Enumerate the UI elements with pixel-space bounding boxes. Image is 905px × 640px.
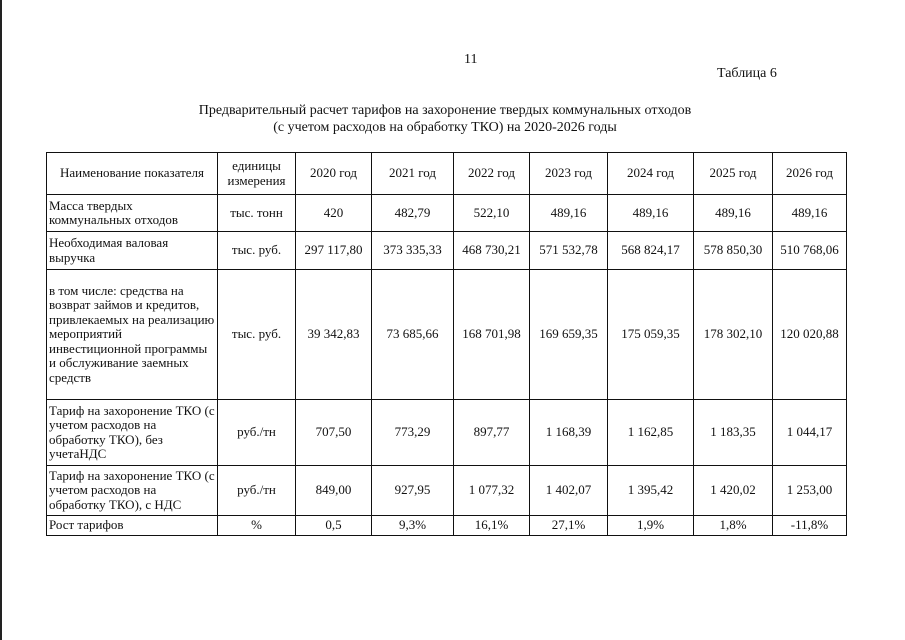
- cell-value: 120 020,88: [773, 270, 847, 400]
- cell-value: 175 059,35: [608, 270, 694, 400]
- row-unit: тыс. тонн: [218, 195, 296, 232]
- cell-value: 489,16: [773, 195, 847, 232]
- cell-value: 0,5: [296, 516, 372, 536]
- cell-value: 1 162,85: [608, 400, 694, 466]
- cell-value: 773,29: [372, 400, 454, 466]
- header-year-2021: 2021 год: [372, 153, 454, 195]
- cell-value: 489,16: [694, 195, 773, 232]
- header-year-2026: 2026 год: [773, 153, 847, 195]
- table-row: [47, 270, 847, 400]
- cell-value: 927,95: [372, 466, 454, 516]
- cell-value: 571 532,78: [530, 232, 608, 270]
- cell-value: 522,10: [454, 195, 530, 232]
- header-year-2025: 2025 год: [694, 153, 773, 195]
- row-unit: тыс. руб.: [218, 232, 296, 270]
- row-name: Необходимая валовая выручка: [47, 232, 218, 270]
- cell-value: 1 044,17: [773, 400, 847, 466]
- row-unit: тыс. руб.: [218, 270, 296, 400]
- table-row: [47, 195, 847, 232]
- cell-value: 482,79: [372, 195, 454, 232]
- cell-value: 489,16: [608, 195, 694, 232]
- tariff-table: [46, 152, 847, 536]
- row-name: Тариф на захоронение ТКО (с учетом расходов на обработку ТКО), без учетаНДС: [47, 400, 218, 466]
- cell-value: 178 302,10: [694, 270, 773, 400]
- header-row: [47, 153, 847, 195]
- row-unit: руб./тн: [218, 400, 296, 466]
- table-row: [47, 400, 847, 466]
- cell-value: 897,77: [454, 400, 530, 466]
- cell-value: 489,16: [530, 195, 608, 232]
- cell-value: 1 402,07: [530, 466, 608, 516]
- cell-value: 169 659,35: [530, 270, 608, 400]
- row-name: Рост тарифов: [47, 516, 218, 536]
- cell-value: 510 768,06: [773, 232, 847, 270]
- table-row: [47, 516, 847, 536]
- cell-value: 168 701,98: [454, 270, 530, 400]
- header-year-2020: 2020 год: [296, 153, 372, 195]
- row-name: Масса твердых коммунальных отходов: [47, 195, 218, 232]
- header-name: Наименование показателя: [47, 153, 218, 195]
- table-title: [120, 102, 770, 136]
- table-label: Таблица 6: [717, 66, 777, 81]
- cell-value: -11,8%: [773, 516, 847, 536]
- cell-value: 578 850,30: [694, 232, 773, 270]
- cell-value: 1 168,39: [530, 400, 608, 466]
- cell-value: 1 253,00: [773, 466, 847, 516]
- cell-value: 707,50: [296, 400, 372, 466]
- header-year-2022: 2022 год: [454, 153, 530, 195]
- page-left-edge: [0, 0, 2, 640]
- table-row: [47, 466, 847, 516]
- table-row: [47, 232, 847, 270]
- cell-value: 373 335,33: [372, 232, 454, 270]
- cell-value: 39 342,83: [296, 270, 372, 400]
- cell-value: 1 420,02: [694, 466, 773, 516]
- cell-value: 468 730,21: [454, 232, 530, 270]
- cell-value: 297 117,80: [296, 232, 372, 270]
- cell-value: 1 183,35: [694, 400, 773, 466]
- cell-value: 568 824,17: [608, 232, 694, 270]
- page-number: 11: [464, 52, 478, 67]
- header-unit: единицы измерения: [218, 153, 296, 195]
- row-unit: %: [218, 516, 296, 536]
- row-name: в том числе: средства на возврат займов и кредитов, привлекаемых на реализацию мероприятий инвестиционной программы и обслуживание заемных средств: [47, 270, 218, 400]
- table-title-line2: (с учетом расходов на обработку ТКО) на 2020-2026 годы: [273, 120, 617, 135]
- cell-value: 420: [296, 195, 372, 232]
- cell-value: 1 395,42: [608, 466, 694, 516]
- header-year-2024: 2024 год: [608, 153, 694, 195]
- cell-value: 27,1%: [530, 516, 608, 536]
- cell-value: 16,1%: [454, 516, 530, 536]
- cell-value: 1 077,32: [454, 466, 530, 516]
- table-title-line1: Предварительный расчет тарифов на захоронение твердых коммунальных отходов: [198, 103, 692, 118]
- cell-value: 1,8%: [694, 516, 773, 536]
- row-name: Тариф на захоронение ТКО (с учетом расходов на обработку ТКО), с НДС: [47, 466, 218, 516]
- cell-value: 9,3%: [372, 516, 454, 536]
- cell-value: 849,00: [296, 466, 372, 516]
- cell-value: 1,9%: [608, 516, 694, 536]
- cell-value: 73 685,66: [372, 270, 454, 400]
- row-unit: руб./тн: [218, 466, 296, 516]
- header-year-2023: 2023 год: [530, 153, 608, 195]
